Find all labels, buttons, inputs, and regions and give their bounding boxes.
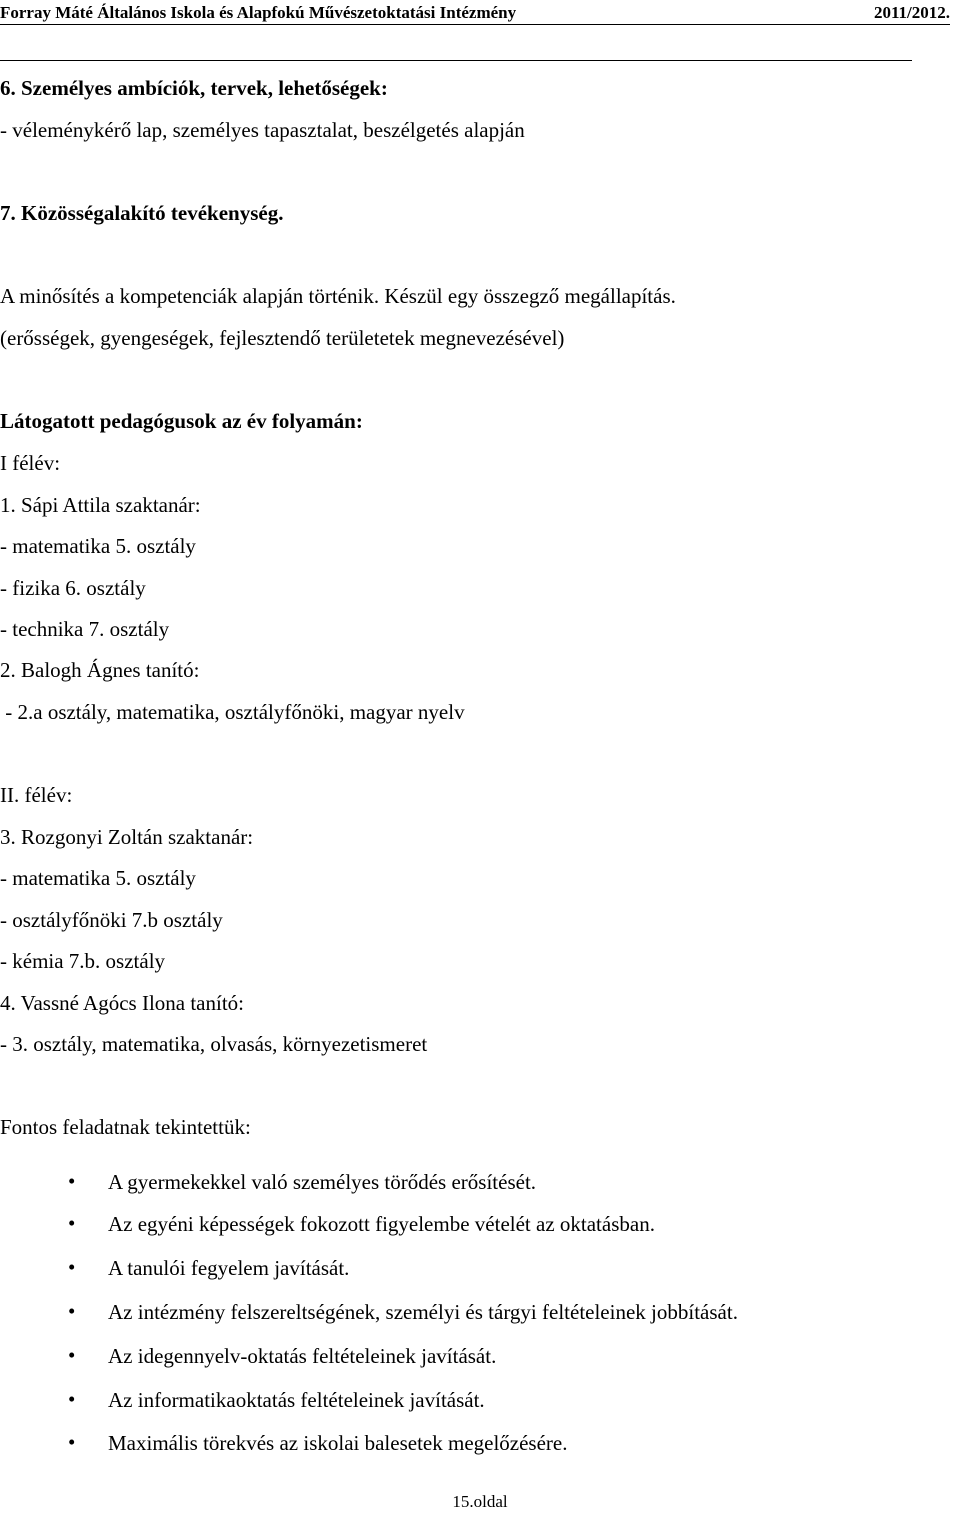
- list-item-text: Az informatikaoktatás feltételeinek javítását.: [108, 1388, 485, 1412]
- visited-line: 3. Rozgonyi Zoltán szaktanár:: [0, 825, 254, 849]
- visited-line: - kémia 7.b. osztály: [0, 949, 166, 973]
- section-6-heading: 6. Személyes ambíciók, tervek, lehetőségek:: [0, 76, 388, 100]
- bullet-icon: •: [68, 1211, 76, 1235]
- visited-line: I félév:: [0, 451, 61, 475]
- section-7-heading: 7. Közösségalakító tevékenység.: [0, 201, 284, 225]
- page-header: [0, 2, 950, 25]
- visited-line: 4. Vassné Agócs Ilona tanító:: [0, 991, 245, 1015]
- list-item-text: Az idegennyelv-oktatás feltételeinek javítását.: [108, 1344, 497, 1368]
- visited-line: - osztályfőnöki 7.b osztály: [0, 908, 223, 932]
- visited-heading: Látogatott pedagógusok az év folyamán:: [0, 409, 363, 433]
- tasks-heading: Fontos feladatnak tekintettük:: [0, 1115, 251, 1139]
- list-item-text: Az egyéni képességek fokozott figyelembe vételét az oktatásban.: [108, 1212, 655, 1236]
- bullet-icon: •: [68, 1169, 76, 1193]
- visited-line: - fizika 6. osztály: [0, 576, 146, 600]
- header-divider: [0, 60, 912, 61]
- list-item-text: A tanulói fegyelem javítását.: [108, 1256, 350, 1280]
- qualification-line-1: A minősítés a kompetenciák alapján történik. Készül egy összegző megállapítás.: [0, 284, 676, 308]
- page-number: 15.oldal: [452, 1492, 508, 1511]
- visited-line: - 2.a osztály, matematika, osztályfőnöki, magyar nyelv: [0, 700, 465, 724]
- visited-line: 2. Balogh Ágnes tanító:: [0, 658, 200, 682]
- bullet-icon: •: [68, 1430, 76, 1454]
- list-item-text: A gyermekekkel való személyes törődés erősítését.: [108, 1170, 537, 1194]
- list-item-text: Maximális törekvés az iskolai balesetek megelőzésére.: [108, 1431, 568, 1455]
- bullet-icon: •: [68, 1387, 76, 1411]
- visited-line: II. félév:: [0, 783, 73, 807]
- visited-line: - technika 7. osztály: [0, 617, 170, 641]
- visited-line: - matematika 5. osztály: [0, 866, 196, 890]
- section-6-text: - véleménykérő lap, személyes tapasztalat, beszélgetés alapján: [0, 118, 525, 142]
- visited-line: - matematika 5. osztály: [0, 534, 196, 558]
- school-name: Forray Máté Általános Iskola és Alapfokú Művészetoktatási Intézmény: [0, 3, 517, 22]
- visited-line: - 3. osztály, matematika, olvasás, környezetismeret: [0, 1032, 428, 1056]
- bullet-icon: •: [68, 1299, 76, 1323]
- bullet-icon: •: [68, 1255, 76, 1279]
- school-year: 2011/2012.: [873, 3, 950, 22]
- list-item-text: Az intézmény felszereltségének, személyi és tárgyi feltételeinek jobbítását.: [108, 1300, 738, 1324]
- visited-line: 1. Sápi Attila szaktanár:: [0, 493, 201, 517]
- bullet-icon: •: [68, 1343, 76, 1367]
- qualification-line-2: (erősségek, gyengeségek, fejlesztendő területetek megnevezésével): [0, 326, 565, 350]
